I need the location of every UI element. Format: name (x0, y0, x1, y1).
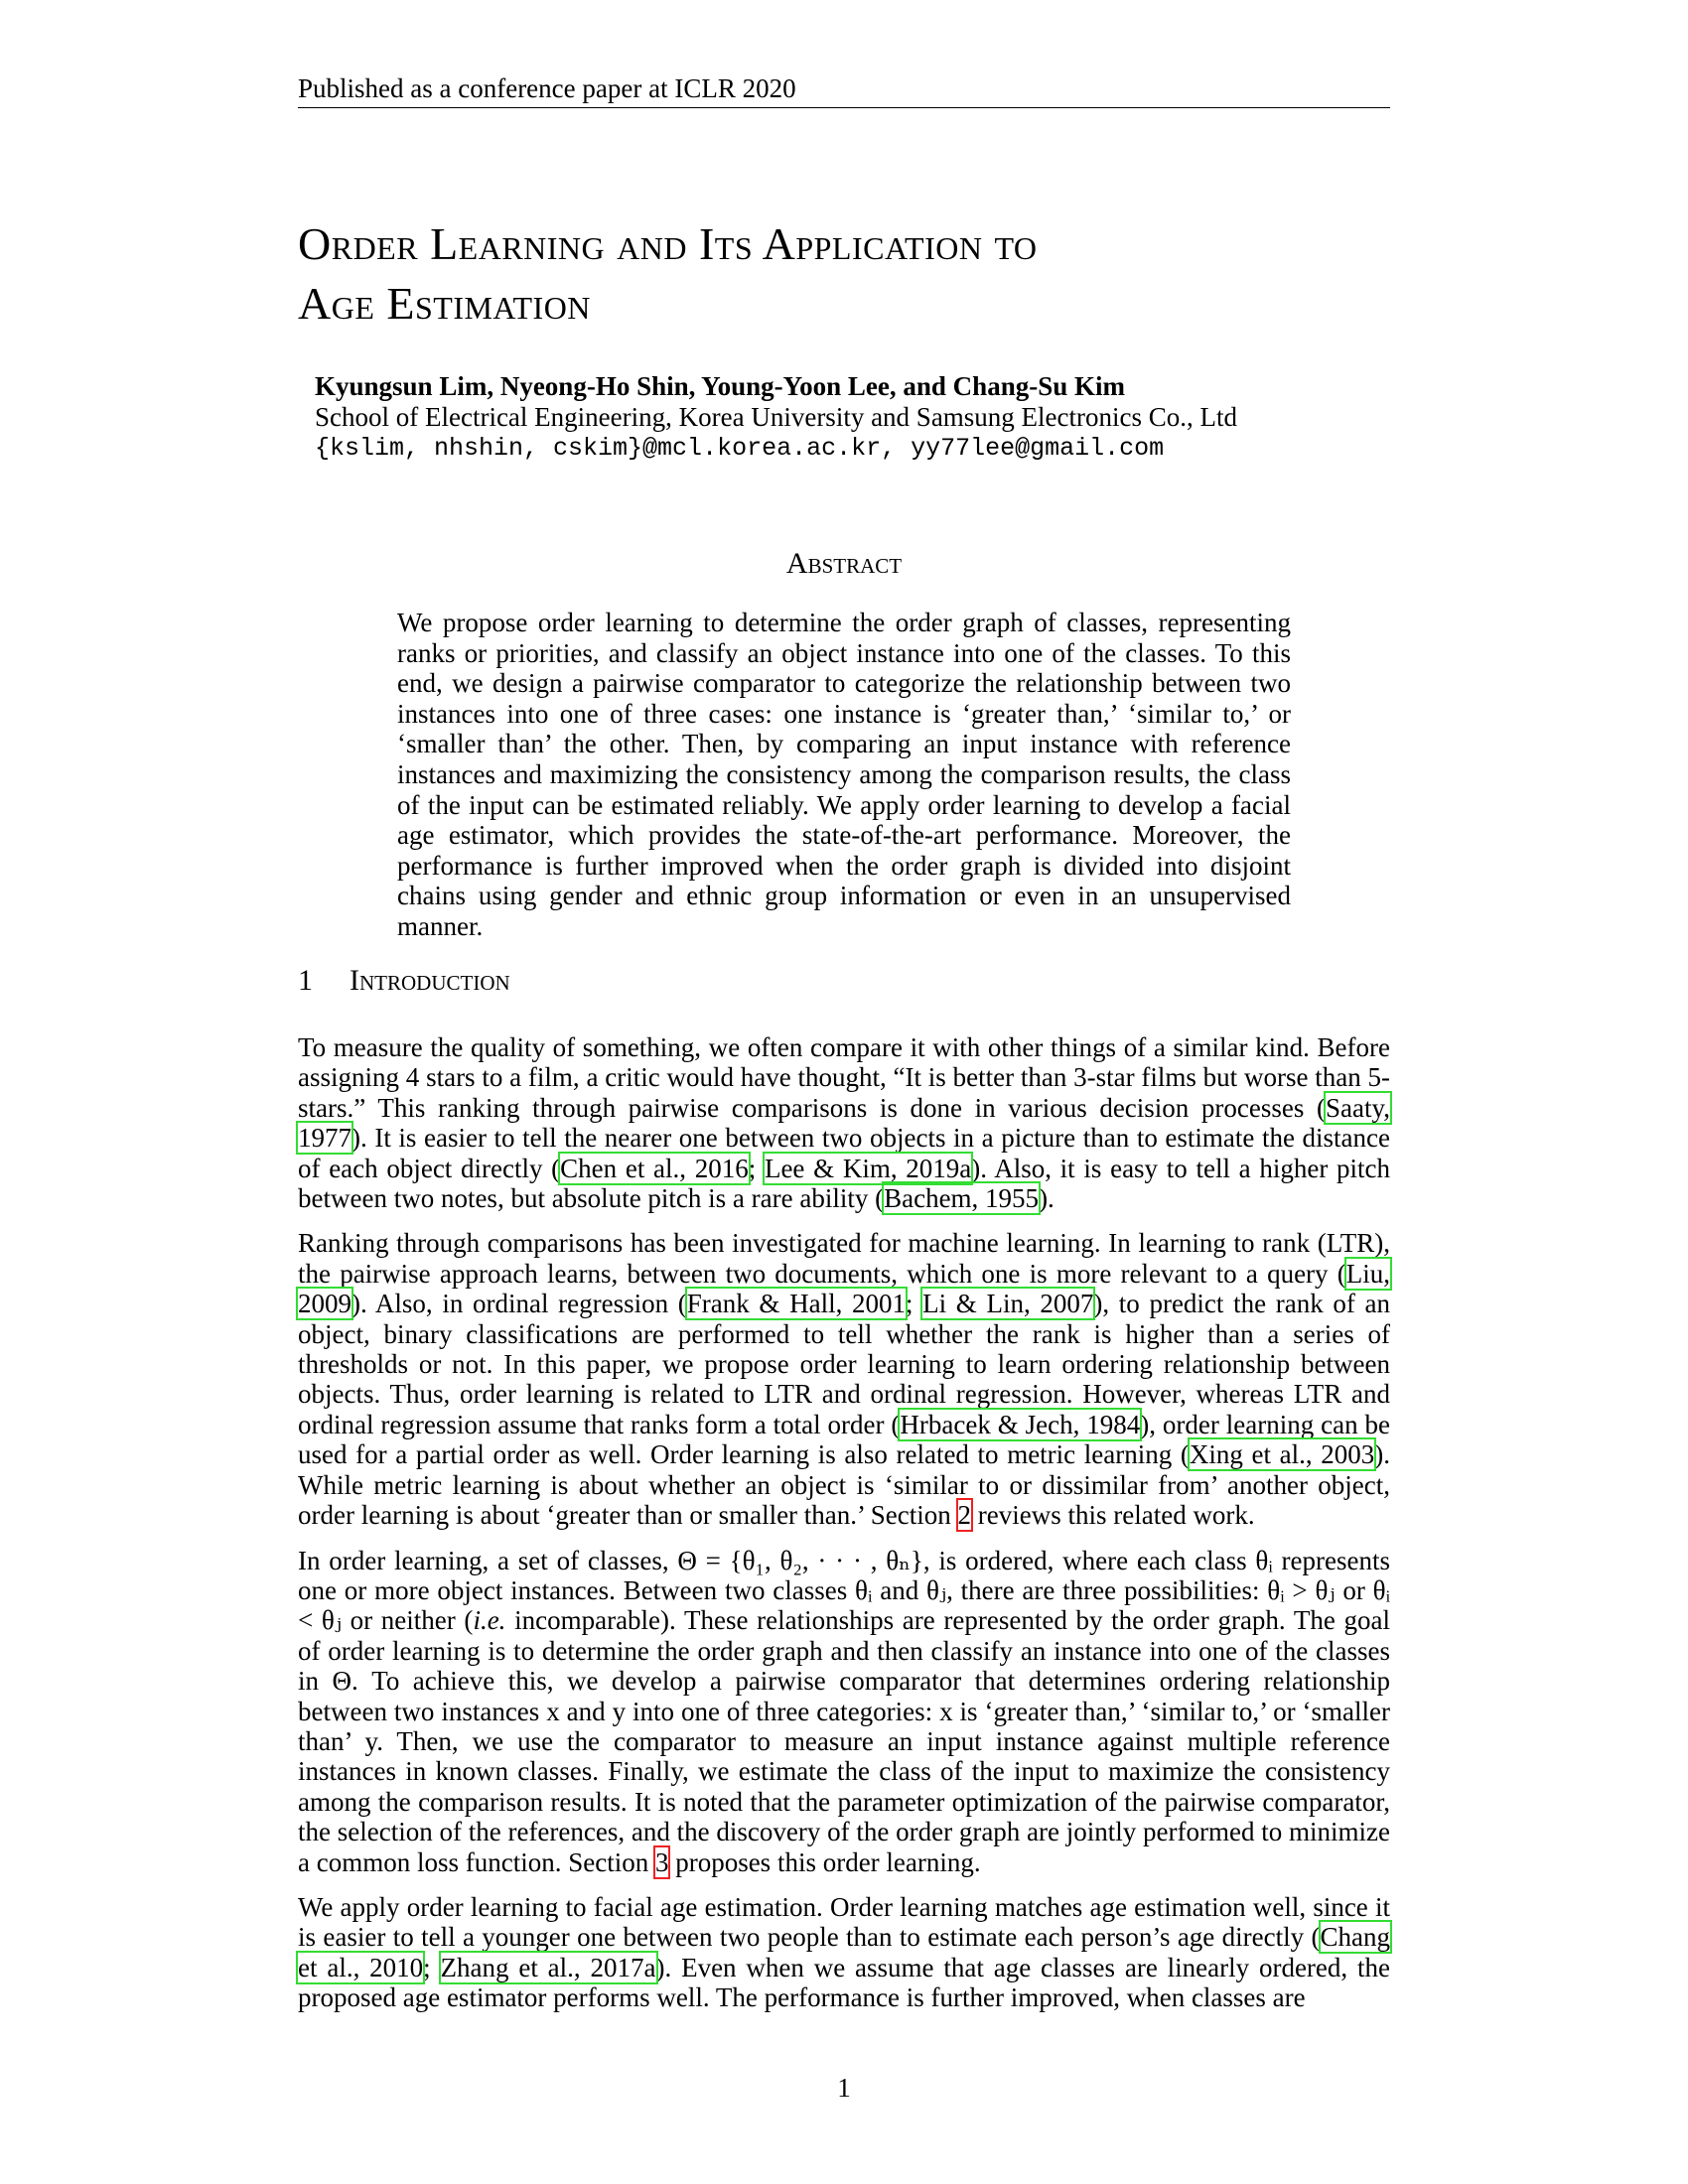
paragraph-text: We apply order learning to facial age estimation. Order learning matches age estimation well, since it is easier to tell a younger one between two people than to estimate each person’s age directly ( (298, 1891, 1390, 1953)
citation-link[interactable]: Saaty, 1977 (298, 1092, 1390, 1154)
paragraph-1 (298, 1032, 1390, 1213)
paragraph-4 (298, 1892, 1390, 2013)
italic-text: i.e. (473, 1605, 506, 1636)
citation-link[interactable]: Liu, 2009 (298, 1258, 1390, 1319)
citation-link[interactable]: Li & Lin, 2007 (922, 1289, 1094, 1319)
author-block (315, 371, 1387, 464)
citation-link[interactable]: Lee & Kim, 2019a (764, 1153, 972, 1183)
paragraph-text: proposes this order learning. (668, 1846, 981, 1877)
citation-link[interactable]: Chang et al., 2010 (298, 1922, 1390, 1982)
citation-link[interactable]: Hrbacek & Jech, 1984 (900, 1409, 1141, 1439)
abstract-text: We propose order learning to determine the order graph of classes, representing ranks or priorities, and classify an object instance into one of the classes. To this end, we design a pairwise comparator to categorize the relationship between two instances into one of three cases: one instance is ‘greater than,’ ‘similar to,’ or ‘smaller than’ the other. Then, by comparing an input instance with reference instances and maximizing the consistency among the comparison results, the class of the input can be estimated reliably. We apply order learning to develop a facial age estimator, which provides the state-of-the-art performance. Moreover, the performance is further improved when the order graph is divided into disjoint chains using gender and ethnic group information or even in an unsupervised manner. (397, 608, 1291, 941)
abstract-heading: Abstract (785, 547, 903, 580)
paragraph-text: ), to predict the rank of an object, binary classifications are performed to tell whether the rank is higher than a series of thresholds or not. In this paper, we propose order learning to learn ordering relationship between objects. Thus, order learning is related to LTR and ordinal regression. However, whereas LTR and ordinal regression assume that ranks form a total order ( (298, 1289, 1390, 1439)
running-head-text: Published as a conference paper at ICLR 2020 (298, 73, 796, 103)
section-number: 1 (298, 964, 313, 997)
paragraph-text: ; (748, 1153, 765, 1183)
introduction-body (298, 1032, 1390, 2028)
paragraph-text: To measure the quality of something, we often compare it with other things of a similar kind. Before assigning 4 stars to a film, a critic would have thought, “It is better than 3-star films but worse than 5-stars.” This ranking through pairwise comparisons is done in various decision processes ( (298, 1032, 1390, 1123)
author-emails: {kslim, nhshin, cskim}@mcl.korea.ac.kr, yy77lee@gmail.com (315, 434, 1165, 463)
paragraph-text: ). Also, in ordinal regression ( (352, 1289, 687, 1319)
section-heading-introduction (298, 963, 1390, 999)
citation-link[interactable]: Xing et al., 2003 (1189, 1439, 1375, 1470)
paragraph-text: ; (423, 1952, 441, 1982)
paragraph-3 (298, 1546, 1390, 1877)
paragraph-text: reviews this related work. (971, 1500, 1255, 1531)
paragraph-text: ). Also, it is easy to tell a higher pitch between two notes, but absolute pitch is a rare ability ( (298, 1153, 1390, 1214)
section-title: Introduction (350, 964, 510, 997)
paragraph-text: In order learning, a set of classes, Θ = {θ₁, θ₂, · · · , θₙ}, is ordered, where each class θᵢ represents one or more object instances. Between two classes θᵢ and θⱼ, there are three possibilities: θᵢ > θⱼ or θᵢ < θⱼ or neither ( (298, 1545, 1390, 1636)
paragraph-text: ). (1039, 1183, 1055, 1214)
author-names: Kyungsun Lim, Nyeong-Ho Shin, Young-Yoon Lee, and Chang-Su Kim (315, 371, 1125, 401)
paragraph-text: ), order learning can be used for a partial order as well. Order learning is also related to metric learning ( (298, 1409, 1390, 1470)
page-number: 1 (837, 2073, 851, 2103)
paper-title (298, 214, 1390, 334)
citation-link[interactable]: Chen et al., 2016 (560, 1153, 749, 1183)
affiliation: School of Electrical Engineering, Korea University and Samsung Electronics Co., Ltd (315, 402, 1238, 432)
paragraph-text: ; (905, 1289, 923, 1319)
title-line-1: Order Learning and Its Application to (298, 218, 1038, 269)
paragraph-text: ). It is easier to tell the nearer one between two objects in a picture than to estimate the distance of each object directly ( (298, 1123, 1390, 1183)
paragraph-2 (298, 1228, 1390, 1530)
paragraph-text: Ranking through comparisons has been investigated for machine learning. In learning to rank (LTR), the pairwise approach learns, between two documents, which one is more relevant to a query ( (298, 1228, 1390, 1289)
paragraph-text: ). Even when we assume that age classes are linearly ordered, the proposed age estimator performs well. The performance is further improved, when classes are (298, 1952, 1390, 2013)
title-line-2: Age Estimation (298, 278, 591, 329)
citation-link[interactable]: Bachem, 1955 (884, 1183, 1040, 1214)
paragraph-text: ). While metric learning is about whether an object is ‘similar to or dissimilar from’ another object, order learning is about ‘greater than or smaller than.’ Section (298, 1439, 1390, 1531)
section-reference-link[interactable]: 2 (957, 1500, 972, 1531)
citation-link[interactable]: Zhang et al., 2017a (440, 1952, 656, 1982)
running-header (298, 71, 1390, 108)
paragraph-text: incomparable). These relationships are represented by the order graph. The goal of order learning is to determine the order graph and then classify an instance into one of the classes in Θ. To achieve this, we develop a pairwise comparator that determines ordering relationship between two instances x and y into one of three categories: x is ‘greater than,’ ‘similar to,’ or ‘smaller than’ y. Then, we use the comparator to measure an input instance against multiple reference instances in known classes. Finally, we estimate the class of the input to maximize the consistency among the comparison results. It is noted that the parameter optimization of the pairwise comparator, the selection of the references, and the discovery of the order graph are jointly performed to minimize a common loss function. Section (298, 1605, 1390, 1877)
section-reference-link[interactable]: 3 (654, 1846, 669, 1877)
citation-link[interactable]: Frank & Hall, 2001 (686, 1289, 906, 1319)
